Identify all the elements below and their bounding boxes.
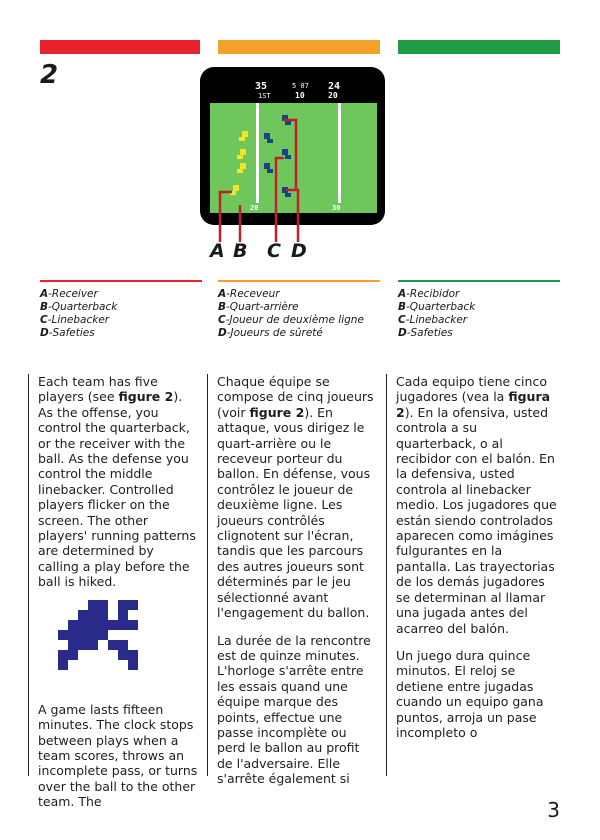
legend-english <box>40 280 202 340</box>
legend-item: C-Linebacker <box>40 314 110 326</box>
column-divider <box>28 374 29 776</box>
legend-item: A-Receiver <box>40 288 98 300</box>
legend-spanish <box>398 280 560 340</box>
pointer-label-d: D <box>291 240 307 262</box>
legend-item: A-Receveur <box>218 288 280 300</box>
pointer-line-d-top <box>284 120 296 190</box>
legend-item: B-Quarterback <box>398 301 476 313</box>
field-marker-left: 20 <box>250 204 259 212</box>
column-divider <box>386 374 387 776</box>
spanish-column <box>386 374 557 776</box>
french-column <box>207 374 375 787</box>
pointer-line-d <box>286 190 298 242</box>
score-time: 5 07 <box>292 82 309 90</box>
legend-item: D-Safeties <box>40 327 95 339</box>
legend-rule-green <box>398 280 560 282</box>
spanish-paragraph-2: Un juego dura quince minutos. El reloj se detiene entre jugadas cuando un equipo gana puntos, arroja un pase incompleto o <box>396 647 544 740</box>
pointer-label-c: C <box>267 240 281 262</box>
score-yards: 20 <box>328 91 338 100</box>
pointer-label-a: A <box>210 240 225 262</box>
field-marker-right: 30 <box>332 204 341 212</box>
legend-rule-orange <box>218 280 380 282</box>
english-paragraph-2: A game lasts fifteen minutes. The clock stops between plays when a team scores, throws an incomplete pass, or turns over the ball to the other team. The <box>38 701 198 810</box>
legend-item: B-Quart-arrière <box>218 301 299 313</box>
pointer-label-b: B <box>233 240 248 262</box>
score-right: 24 <box>328 81 341 92</box>
french-paragraph-1: Chaque équipe se compose de cinq joueurs (voir figure 2). En attaque, vous dirigez le quart-arrière ou le receveur porteur du ballon. En défense, vous contrôlez le joueur de deuxième ligne. Les joueurs contrôlés clignotent sur l'écran, tandis que les parcours des autres joueurs sont déterminés par le jeu sélectionné avant l'engagement du ballon. <box>217 374 374 621</box>
pointer-lines <box>0 0 600 260</box>
score-quarter: 1ST <box>258 92 271 100</box>
spanish-paragraph-1: Cada equipo tiene cinco jugadores (vea la figura 2). En la ofensiva, usted controla a su quarterback, o al recibidor con el balón. En la defensiva, usted controla al linebacker medio. Los jugadores que están siendo controlados aparecen como imágines fulgurantes en la pantalla. Las trayectorias de los demás jugadores se determinan al llamar una jugada antes del acarreo del balón. <box>396 374 557 636</box>
score-down: 10 <box>295 91 305 100</box>
english-column <box>28 374 198 810</box>
column-divider <box>207 374 208 776</box>
legend-item: A-Recibidor <box>398 288 460 300</box>
page-number: 3 <box>547 798 560 822</box>
pointer-labels <box>0 240 600 270</box>
score-left: 35 <box>255 81 268 92</box>
figure-number: 2 <box>40 60 59 90</box>
legend-item: C-Joueur de deuxième ligne <box>218 314 364 326</box>
legend-item: C-Linebacker <box>398 314 468 326</box>
legend-item: D-Safeties <box>398 327 453 339</box>
player-sprite-illustration <box>58 600 148 670</box>
legend-french <box>218 280 380 340</box>
legend-item: D-Joueurs de sûreté <box>218 327 323 339</box>
legend-rule-red <box>40 280 202 282</box>
pointer-line-c <box>276 158 284 242</box>
french-paragraph-2: La durée de la rencontre est de quinze minutes. L'horloge s'arrête entre les essais quand une équipe marque des points, effectue une passe incomplète ou perd le ballon au profit de l'adversaire. Elle s'arrête également si <box>217 632 371 787</box>
legend-item: B-Quarterback <box>40 301 118 313</box>
pointer-line-a <box>220 192 232 242</box>
english-paragraph-1: Each team has five players (see figure 2). As the offense, you control the quarterback, or the receiver with the ball. As the defense you control the middle linebacker. Controlled players flicker on the screen. The other players' running patterns are determined by calling a play before the ball is hiked. <box>38 374 196 590</box>
